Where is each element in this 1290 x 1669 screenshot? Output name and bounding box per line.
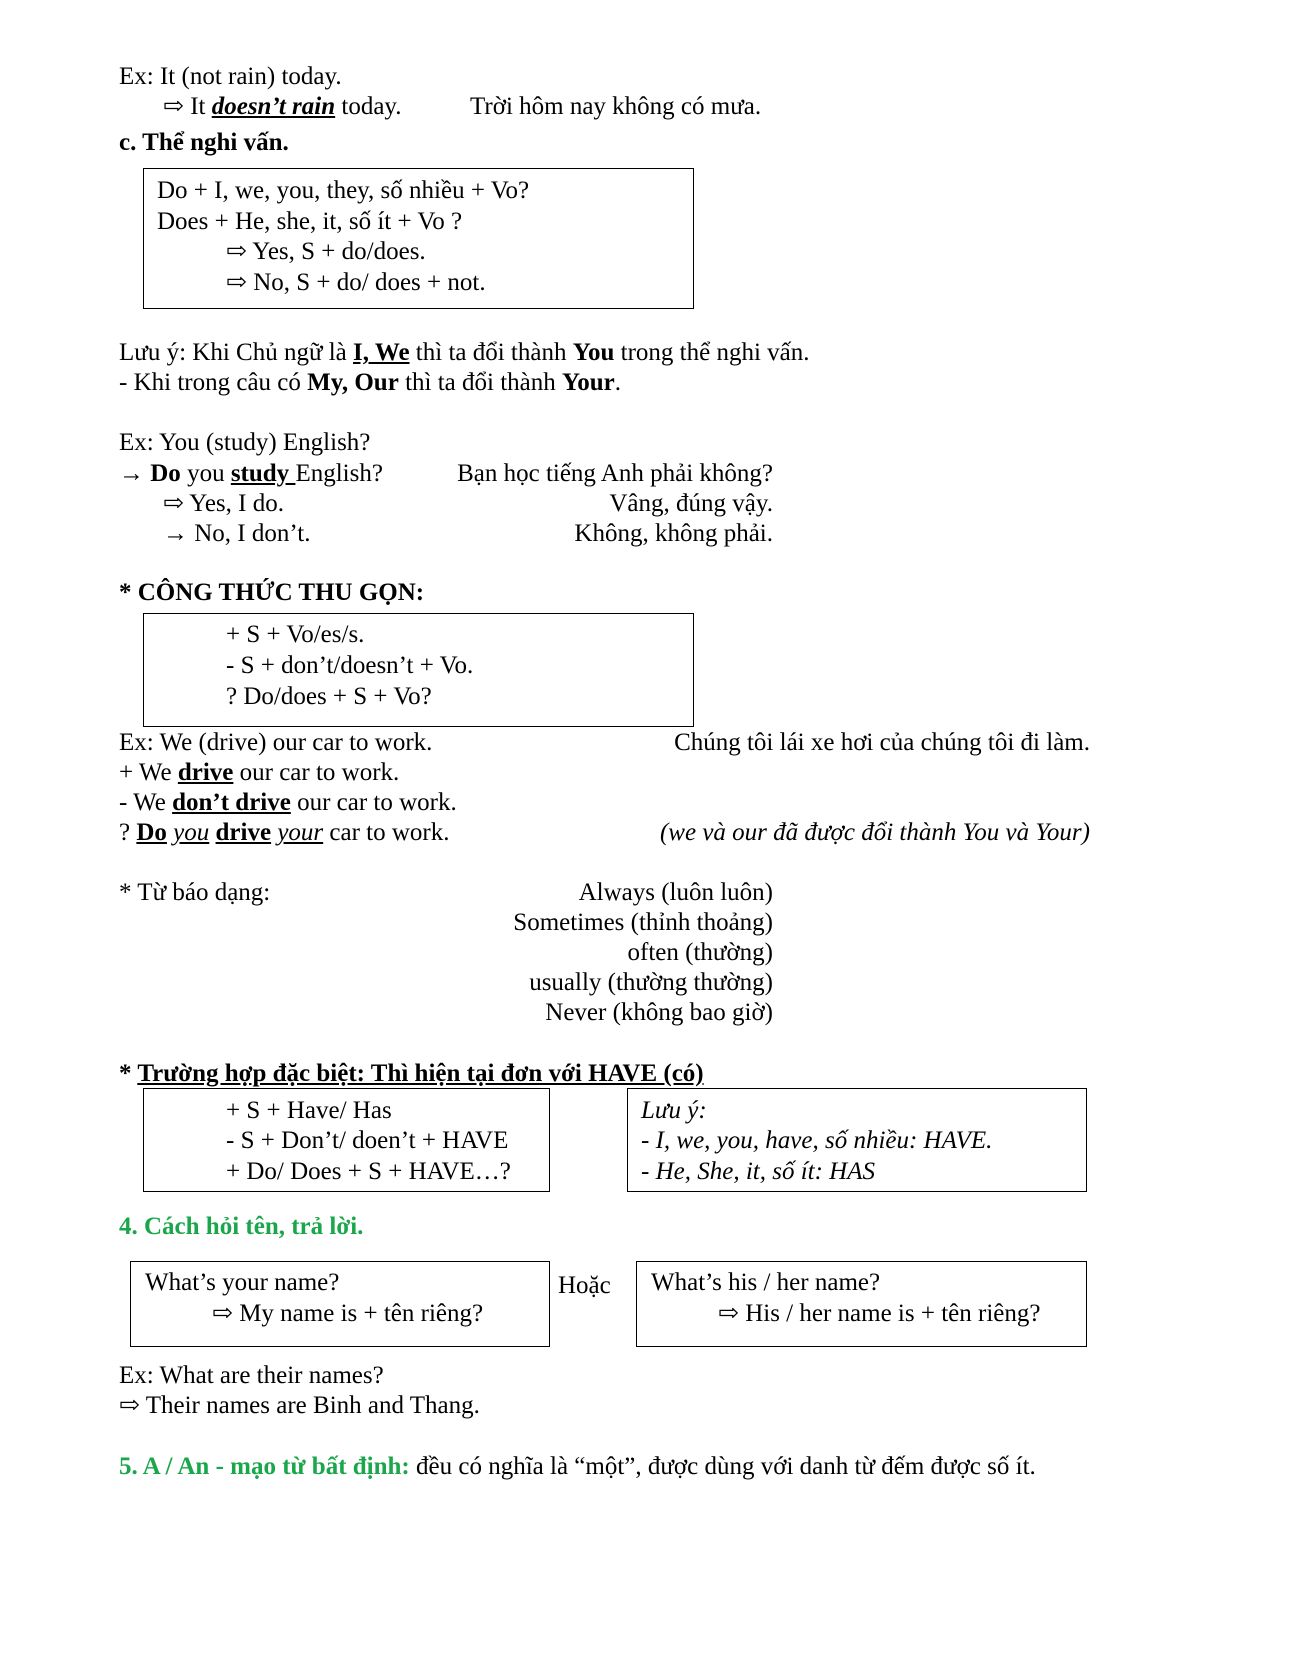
example-positive	[119, 758, 399, 788]
section-heading-names: 4. Cách hỏi tên, trả lời.	[119, 1213, 364, 1240]
have-note-line: - He, She, it, số ít: HAS	[641, 1158, 875, 1185]
answer-rest: today.	[335, 93, 402, 120]
have-note-line: Lưu ý:	[641, 1097, 707, 1124]
adverb-item: Never (không bao giờ)	[545, 999, 773, 1026]
adverbs-label: * Từ báo dạng:	[119, 879, 271, 906]
articles-text: đều có nghĩa là “một”, được dùng với danh từ đếm được số ít.	[409, 1453, 1036, 1480]
example-question: Ex: What are their names?	[119, 1362, 384, 1389]
adverb-item: Sometimes (thỉnh thoảng)	[513, 909, 773, 936]
have-note-line: - I, we, you, have, số nhiều: HAVE.	[641, 1127, 993, 1154]
verb: drive	[215, 819, 272, 846]
answer-subject: It	[183, 93, 212, 120]
verb: don’t drive	[172, 789, 291, 816]
note-keyword: My, Our	[307, 369, 399, 396]
answer-aux: Do	[150, 460, 181, 487]
adverb-item: Always (luôn luôn)	[578, 879, 773, 906]
example-translation: Vâng, đúng vậy.	[609, 490, 773, 517]
note-text: .	[614, 369, 622, 396]
verb: drive	[177, 759, 234, 786]
name-answer: ⇨ My name is + tên riêng?	[212, 1300, 484, 1327]
formula-line: - S + don’t/doesn’t + Vo.	[226, 652, 474, 679]
text: - We	[119, 789, 173, 816]
note-text: Lưu ý: Khi Chủ ngữ là	[119, 339, 354, 366]
subject: you	[173, 819, 210, 846]
aux: Do	[136, 819, 167, 846]
arrow-icon: →	[119, 460, 144, 487]
text: our car to work.	[290, 789, 457, 816]
note-line-1	[119, 338, 810, 368]
heading-text: Trường hợp đặc biệt: Thì hiện tại đơn với HAVE (có)	[137, 1060, 704, 1087]
example-question: Ex: It (not rain) today.	[119, 63, 342, 90]
text: our car to work.	[233, 759, 400, 786]
example-interrogative	[119, 818, 450, 848]
interrogative-line: Do + I, we, you, they, số nhiều + Vo?	[157, 177, 530, 204]
interrogative-line: Does + He, she, it, số ít + Vo ?	[157, 208, 463, 235]
example-answer	[163, 92, 402, 122]
formula-line: + S + Vo/es/s.	[226, 621, 365, 648]
formula-line: ? Do/does + S + Vo?	[226, 683, 432, 710]
note-keyword: Your	[561, 369, 615, 396]
answer-verb: study	[230, 460, 296, 487]
note-text: trong thể nghi vấn.	[614, 339, 810, 366]
text: ?	[119, 819, 137, 846]
section-heading-interrogative: c. Thể nghi vấn.	[119, 129, 289, 156]
example-translation: Trời hôm nay không có mưa.	[470, 93, 762, 120]
answer-rest: English?	[295, 460, 383, 487]
arrow-icon: ⇨	[163, 490, 184, 517]
interrogative-line: ⇨ No, S + do/ does + not.	[226, 269, 486, 296]
note-text: thì ta đổi thành	[398, 369, 562, 396]
example-answer	[119, 459, 383, 489]
example-yes	[163, 489, 284, 519]
name-answer: ⇨ His / her name is + tên riêng?	[718, 1300, 1041, 1327]
example-translation: Chúng tôi lái xe hơi của chúng tôi đi làm.	[674, 729, 1090, 756]
example-answer: ⇨ Their names are Binh and Thang.	[119, 1392, 480, 1419]
note-keyword: I, We	[353, 339, 410, 366]
or-label: Hoặc	[558, 1272, 611, 1299]
answer-subject: you	[180, 460, 231, 487]
example-translation: Không, không phải.	[574, 520, 773, 547]
section-heading-have	[119, 1059, 704, 1089]
example-translation: Bạn học tiếng Anh phải không?	[457, 460, 773, 487]
yes-text: Yes, I do.	[189, 490, 284, 517]
name-question: What’s your name?	[145, 1269, 340, 1296]
note-text: thì ta đổi thành	[409, 339, 573, 366]
articles-line	[119, 1452, 1036, 1482]
interrogative-line: ⇨ Yes, S + do/does.	[226, 238, 426, 265]
adverb-item: often (thường)	[627, 939, 773, 966]
adverb-item: usually (thường thường)	[529, 969, 773, 996]
example-question: Ex: We (drive) our car to work.	[119, 729, 433, 756]
no-text: No, I don’t.	[194, 520, 311, 547]
example-question: Ex: You (study) English?	[119, 429, 371, 456]
section-heading-formula: * CÔNG THỨC THU GỌN:	[119, 579, 425, 606]
arrow-icon: ⇨	[163, 93, 184, 120]
possessive: your	[277, 819, 324, 846]
have-line: + S + Have/ Has	[226, 1097, 392, 1124]
section-heading-articles: 5. A / An - mạo từ bất định:	[119, 1453, 410, 1480]
example-negative	[119, 788, 457, 818]
asterisk: *	[119, 1060, 138, 1087]
name-question: What’s his / her name?	[651, 1269, 881, 1296]
have-line: - S + Don’t/ doen’t + HAVE	[226, 1127, 509, 1154]
example-note: (we và our đã được đổi thành You và Your)	[659, 819, 1090, 846]
have-line: + Do/ Does + S + HAVE…?	[226, 1158, 511, 1185]
note-keyword: You	[572, 339, 615, 366]
answer-verb: doesn’t rain	[211, 93, 336, 120]
text: + We	[119, 759, 178, 786]
arrow-icon: →	[163, 520, 188, 547]
text: car to work.	[323, 819, 450, 846]
example-no	[163, 519, 310, 549]
note-text: - Khi trong câu có	[119, 369, 308, 396]
note-line-2	[119, 368, 621, 398]
